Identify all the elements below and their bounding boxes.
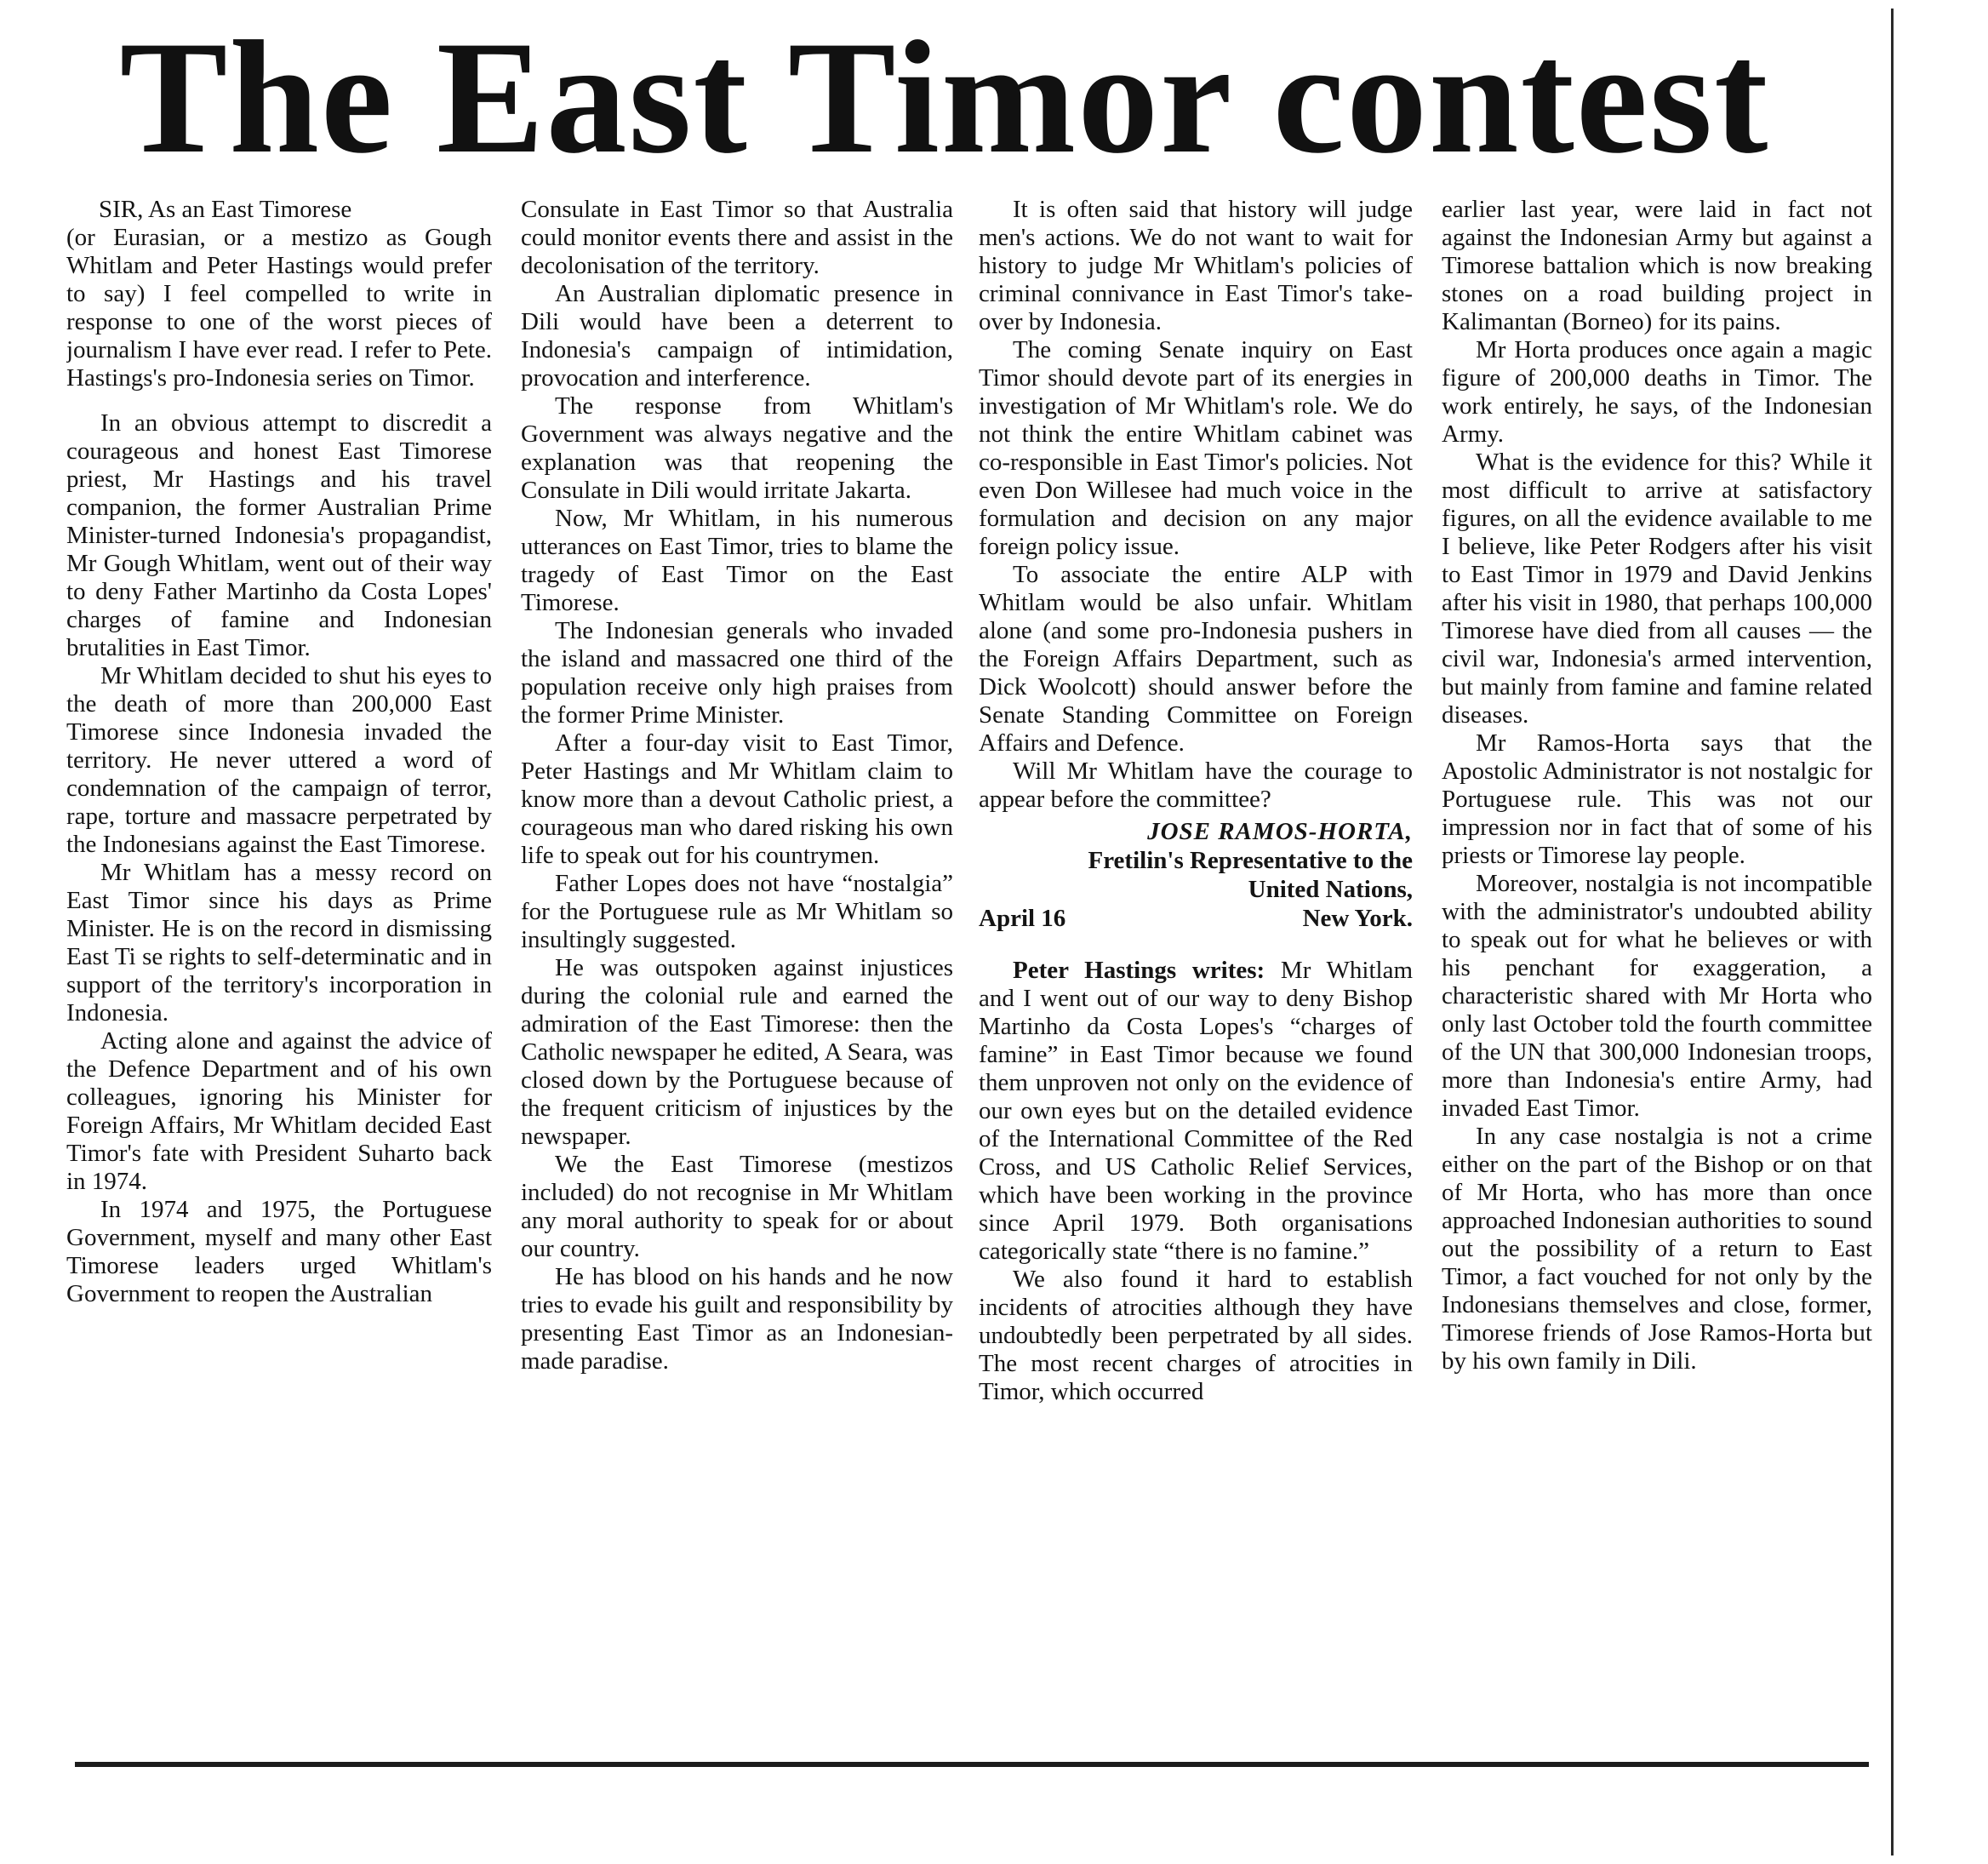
signature-date: April 16 [979,905,1066,932]
letter-paragraph: (or Eurasian, or a mestizo as Gough Whitlam and Peter Hastings would prefer to say) I feel compelled to write in response to one of the worst pieces of journalism I have ever read. I refer to Pete. Hastings's pro-Indonesia series on Timor. [66,224,492,392]
letter-paragraph: He was outspoken against injustices during the colonial rule and earned the admiration of the East Timorese: then the Catholic newspaper he edited, A Seara, was closed down by the Portuguese because of the frequent criticism of injustices by the newspaper. [521,954,953,1150]
letter-paragraph: Consulate in East Timor so that Australia could monitor events there and assist in the decolonisation of the territory. [521,196,953,279]
headline: The East Timor contest [119,9,1770,187]
letter-paragraph: Mr Whitlam decided to shut his eyes to the death of more than 200,000 East Timorese since Indonesia invaded the territory. He never uttered a word of condemnation of the campaign of terror, rape, torture and massacre perpetrated by the Indonesians against the East Timorese. [66,662,492,858]
reply-paragraph: Moreover, nostalgia is not incompatible with the administrator's undoubted ability to speak out for what he believes or with his penchant for exaggeration, a characteristic shared with Mr Horta who only last October told the fourth committee of the UN that 300,000 Indonesian troops, more than Indonesia's entire Army, had invaded East Timor. [1442,870,1872,1122]
letter-paragraph: SIR, As an East Timorese [99,196,352,223]
letter-paragraph: Father Lopes does not have “nostalgia” for the Portuguese rule as Mr Whitlam so insultingly suggested. [521,870,953,953]
letter-paragraph: Acting alone and against the advice of the Defence Department and of his own colleagues, ignoring his Minister for Foreign Affairs, Mr Whitlam decided East Timor's fate with President Suharto back in 1974. [66,1027,492,1195]
letter-paragraph: Mr Whitlam has a messy record on East Timor since his days as Prime Minister. He is on the record in dismissing East Ti se rights to self-determinatic and in support of the territory's incorporation in Indonesia. [66,859,492,1026]
letter-paragraph: In an obvious attempt to discredit a courageous and honest East Timorese priest, Mr Hastings and his travel companion, the former Australian Prime Minister-turned Indonesia's propagandist, Mr Gough Whitlam, went out of their way to deny Father Martinho da Costa Lopes' charges of famine and Indonesian brutalities in East Timor. [66,409,492,661]
reply-byline: Peter Hastings writes: [1013,957,1265,984]
reply-column-4 [1442,196,1872,1736]
letter-paragraph: The Indonesian generals who invaded the island and massacred one third of the population receive only high praises from the former Prime Minister. [521,617,953,729]
letter-column-3 [979,196,1413,1736]
letter-paragraph: He has blood on his hands and he now tries to evade his guilt and responsibility by presenting East Timor as an Indonesian-made paradise. [521,1263,953,1375]
reply-text: Mr Whitlam and I went out of our way to deny Bishop Martinho da Costa Lopes's “charges of famine” in East Timor because we found them unproven not only on the evidence of our own eyes but on the detailed evidence of the International Committee of the Red Cross, and US Catholic Relief Services, which have been working in the province since April 1979. Both organisations categorically state “there is no famine.” [979,957,1413,1265]
right-edge-rule [1891,9,1894,1855]
letter-paragraph: To associate the entire ALP with Whitlam would be also unfair. Whitlam alone (and some pro-Indonesia pushers in the Foreign Affairs Department, such as Dick Woolcott) should answer before the Senate Standing Committee on Foreign Affairs and Defence. [979,561,1413,757]
letter-paragraph: The coming Senate inquiry on East Timor should devote part of its energies in investigation of Mr Whitlam's role. We do not think the entire Whitlam cabinet was co-responsible in East Timor's policies. Not even Don Willesee had much voice in the formulation and decision on any major foreign policy issue. [979,336,1413,560]
letter-paragraph: An Australian diplomatic presence in Dili would have been a deterrent to Indonesia's campaign of intimidation, provocation and interference. [521,280,953,392]
reply-paragraph: We also found it hard to establish incidents of atrocities although they have undoubtedly been perpetrated by all sides. The most recent charges of atrocities in Timor, which occurred [979,1266,1413,1405]
reply-paragraph [979,957,1413,1266]
bottom-rule [75,1762,1869,1767]
letter-paragraph: In 1974 and 1975, the Portuguese Government, myself and many other East Timorese leaders urged Whitlam's Government to reopen the Australian [66,1196,492,1307]
signature-title: Fretilin's Representative to the [1088,847,1413,874]
signature-org: United Nations, [1248,876,1413,903]
signature-name: JOSE RAMOS-HORTA, [1147,818,1413,845]
signature-place: New York. [1302,905,1413,932]
reply-paragraph: In any case nostalgia is not a crime either on the part of the Bishop or on that of Mr Horta, who has more than once approached Indonesian authorities to sound out the possibility of a return to East Timor, a fact vouched for not only by the Indonesians themselves and close, former, Timorese friends of Jose Ramos-Horta but by his own family in Dili. [1442,1123,1872,1375]
reply-paragraph: Mr Horta produces once again a magic figure of 200,000 deaths in Timor. The work entirely, he says, of the Indonesian Army. [1442,336,1872,448]
letter-column-1 [66,196,492,1736]
reply-paragraph: earlier last year, were laid in fact not against the Indonesian Army but against a Timorese battalion which is now breaking stones on a road building project in Kalimantan (Borneo) for its pains. [1442,196,1872,335]
letter-column-2 [521,196,953,1736]
letter-paragraph: After a four-day visit to East Timor, Peter Hastings and Mr Whitlam claim to know more than a devout Catholic priest, a courageous man who dared risking his own life to speak out for his countrymen. [521,729,953,869]
signature-block [979,817,1413,904]
letter-paragraph: The response from Whitlam's Government was always negative and the explanation was that reopening the Consulate in Dili would irritate Jakarta. [521,392,953,504]
letter-paragraph: It is often said that history will judge men's actions. We do not want to wait for history to judge Mr Whitlam's policies of criminal connivance in East Timor's take-over by Indonesia. [979,196,1413,335]
letter-paragraph: We the East Timorese (mestizos included) do not recognise in Mr Whitlam any moral authority to speak for or about our country. [521,1151,953,1262]
letter-paragraph: Will Mr Whitlam have the courage to appear before the committee? [979,758,1413,813]
letter-paragraph: Now, Mr Whitlam, in his numerous utterances on East Timor, tries to blame the tragedy of East Timor on the East Timorese. [521,505,953,616]
dateline [979,904,1413,933]
reply-paragraph: Mr Ramos-Horta says that the Apostolic Administrator is not nostalgic for Portuguese rule. This was not our impression nor in fact that of some of his priests or Timorese lay people. [1442,729,1872,869]
reply-paragraph: What is the evidence for this? While it most difficult to arrive at satisfactory figures, on all the evidence available to me I believe, like Peter Rodgers after his visit to East Timor in 1979 and David Jenkins after his visit in 1980, that perhaps 100,000 Timorese have died from all causes — the civil war, Indonesia's armed intervention, but mainly from famine and famine related diseases. [1442,449,1872,729]
